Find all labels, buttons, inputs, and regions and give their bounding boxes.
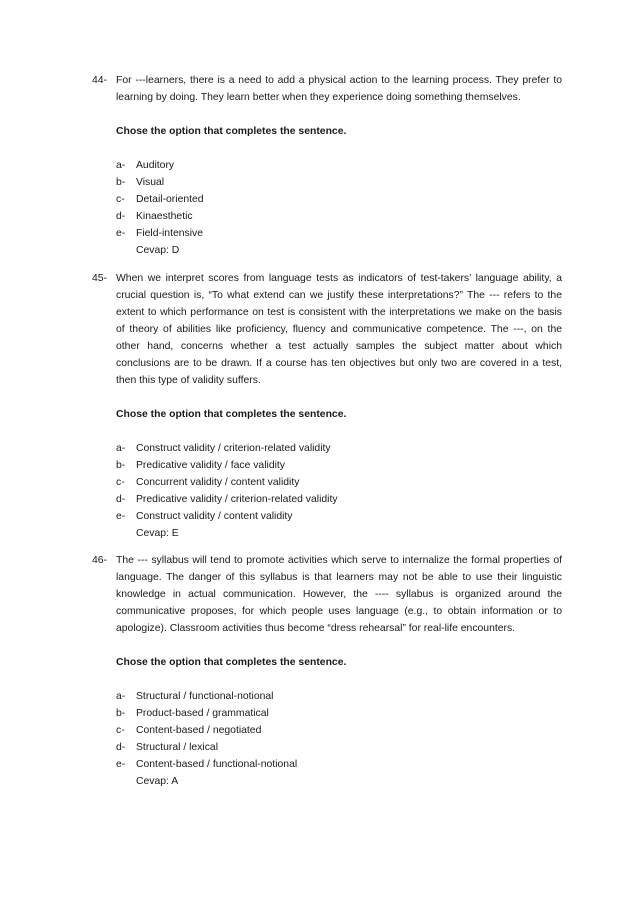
option-a (116, 688, 562, 705)
option-letter: b- (116, 708, 126, 719)
option-e (116, 225, 562, 242)
option-a (116, 157, 562, 174)
option-c (116, 474, 562, 491)
question-instruction: Chose the option that completes the sentence. (116, 657, 347, 668)
option-letter: a- (116, 691, 126, 702)
option-text: Structural / lexical (136, 742, 218, 753)
question-number: 44- (92, 75, 108, 86)
option-text: Structural / functional-notional (136, 691, 274, 702)
option-d (116, 739, 562, 756)
option-letter: c- (116, 194, 125, 205)
option-list (116, 440, 562, 525)
answer-key: Cevap: E (136, 528, 179, 539)
answer-key: Cevap: D (136, 245, 180, 256)
option-letter: a- (116, 160, 126, 171)
option-e (116, 508, 562, 525)
option-b (116, 705, 562, 722)
option-text: Kinaesthetic (136, 211, 193, 222)
option-text: Product-based / grammatical (136, 708, 269, 719)
option-letter: d- (116, 211, 126, 222)
option-text: Visual (136, 177, 165, 188)
option-text: Predicative validity / criterion-related validity (136, 494, 338, 505)
question-text: The --- syllabus will tend to promote activities which serve to internalize the formal properties of language. The danger of this syllabus is that learners may not be able to use their linguistic knowledge in actual communication. However, the ---- syllabus is organized around the communicative proposes, for which people uses language (e.g., to obtain information or to apologize). Classroom activities thus become “dress rehearsal” for real-life encounters. (116, 555, 562, 634)
question-instruction: Chose the option that completes the sentence. (116, 409, 347, 420)
question-text: For ---learners, there is a need to add a physical action to the learning process. They prefer to learning by doing. They learn better when they experience doing something themselves. (116, 75, 562, 103)
option-letter: e- (116, 759, 126, 770)
option-letter: e- (116, 511, 126, 522)
option-text: Concurrent validity / content validity (136, 477, 300, 488)
question-number: 45- (92, 273, 108, 284)
option-text: Construct validity / content validity (136, 511, 293, 522)
option-letter: a- (116, 443, 126, 454)
question-45 (92, 270, 562, 542)
option-text: Predicative validity / face validity (136, 460, 285, 471)
option-letter: b- (116, 460, 126, 471)
option-letter: e- (116, 228, 126, 239)
option-a (116, 440, 562, 457)
option-c (116, 722, 562, 739)
question-44 (92, 72, 562, 259)
option-b (116, 174, 562, 191)
option-text: Content-based / functional-notional (136, 759, 298, 770)
option-e (116, 756, 562, 773)
option-text: Content-based / negotiated (136, 725, 262, 736)
question-text: When we interpret scores from language tests as indicators of test-takers’ language ability, a crucial question is, “To what extend can we justify these interpretations?” The --- refers to the extent to which performance on test is consistent with the interpretations we make on the basis of theory of abilities like proficiency, fluency and communicative competence. The ---, on the other hand, concerns whether a test actually samples the subject matter about which conclusions are to be drawn. If a course has ten objectives but only two are covered in a test, then this type of validity suffers. (116, 273, 562, 386)
option-b (116, 457, 562, 474)
answer-key: Cevap: A (136, 776, 179, 787)
option-letter: d- (116, 494, 126, 505)
question-46 (92, 552, 562, 790)
option-letter: d- (116, 742, 126, 753)
option-text: Auditory (136, 160, 175, 171)
option-text: Detail-oriented (136, 194, 204, 205)
option-d (116, 491, 562, 508)
question-number: 46- (92, 555, 108, 566)
option-text: Field-intensive (136, 228, 203, 239)
option-letter: c- (116, 477, 125, 488)
option-list (116, 157, 562, 242)
option-letter: c- (116, 725, 125, 736)
option-d (116, 208, 562, 225)
option-letter: b- (116, 177, 126, 188)
option-text: Construct validity / criterion-related validity (136, 443, 331, 454)
option-c (116, 191, 562, 208)
question-instruction: Chose the option that completes the sentence. (116, 126, 347, 137)
option-list (116, 688, 562, 773)
